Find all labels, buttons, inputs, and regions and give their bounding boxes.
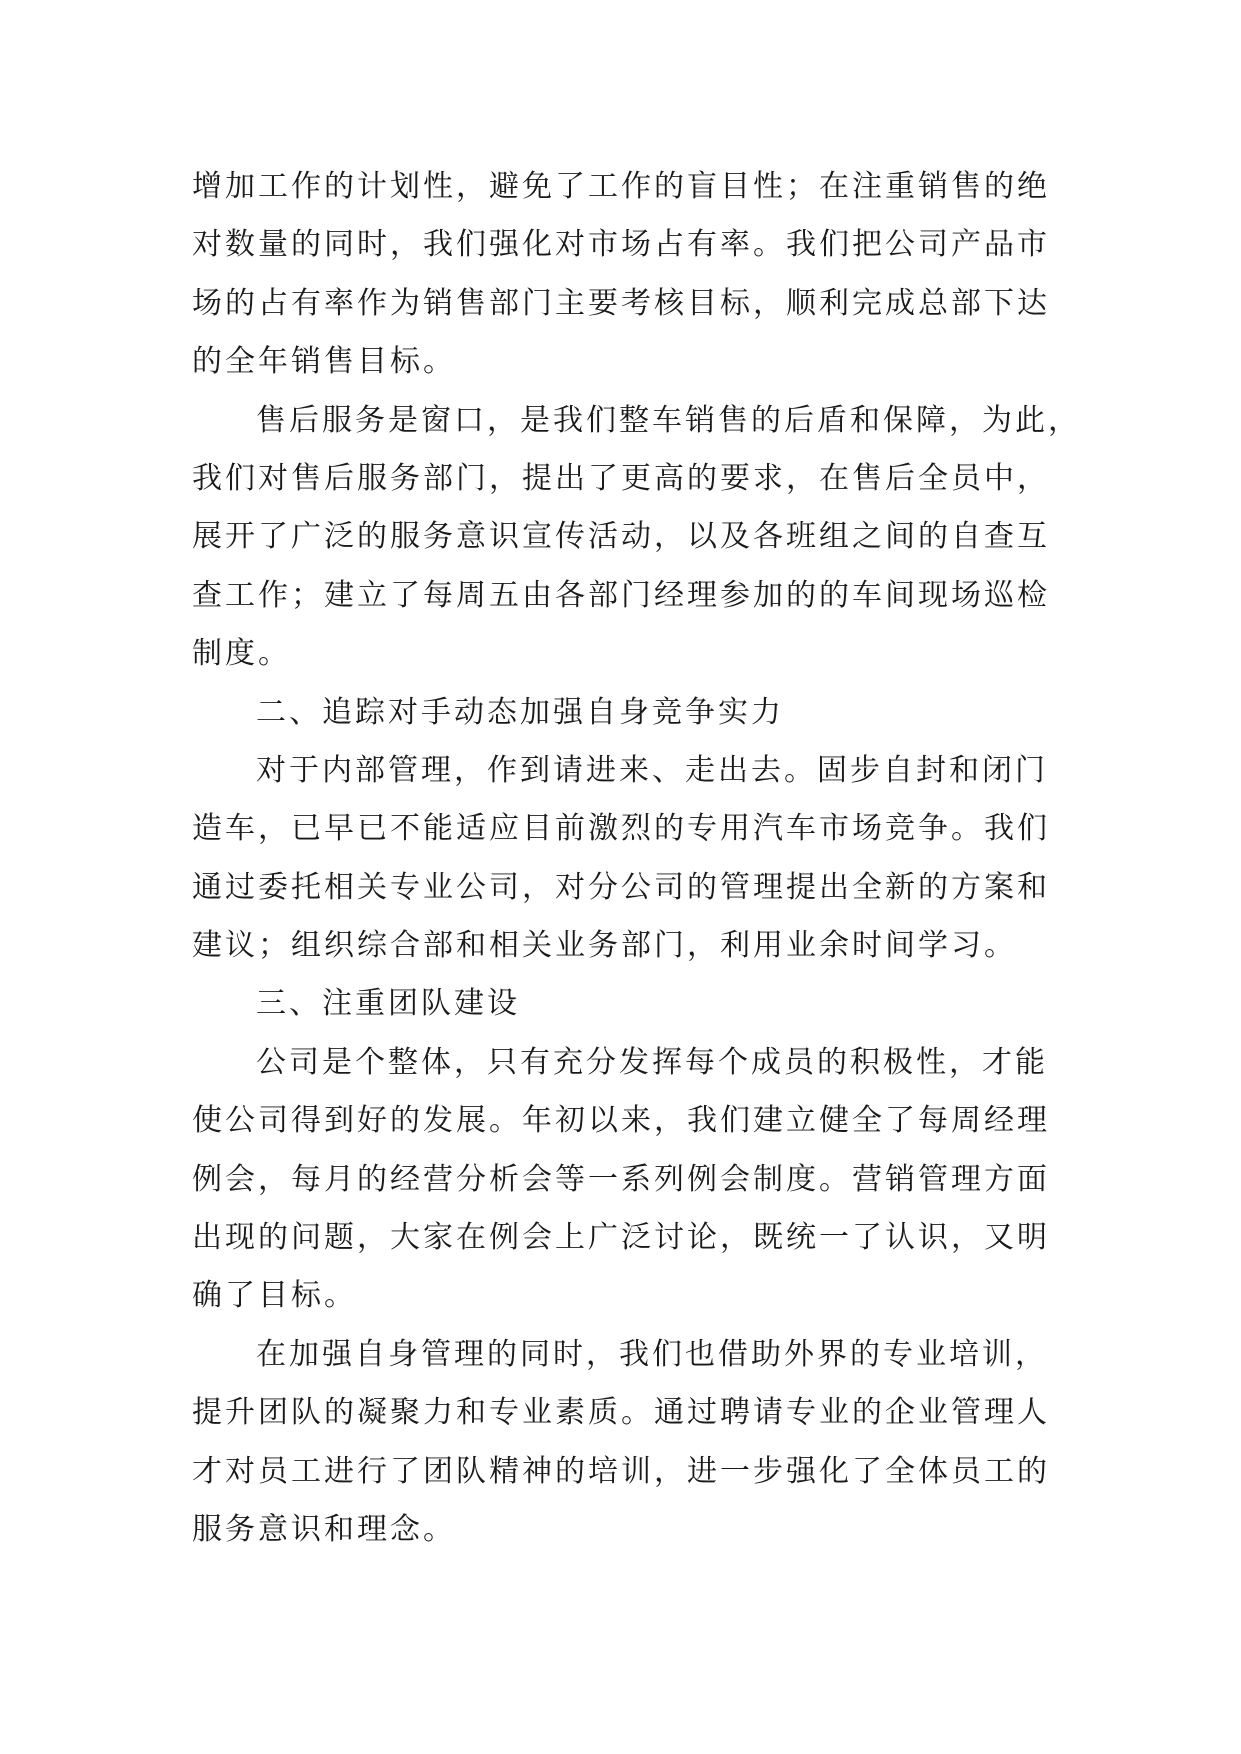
text-line: 通过委托相关专业公司，对分公司的管理提出全新的方案和 — [192, 869, 1050, 905]
text-line: 使公司得到好的发展。年初以来，我们建立健全了每周经理 — [192, 1103, 1050, 1139]
text-line: 在加强自身管理的同时，我们也借助外界的专业培训， — [256, 1336, 1048, 1372]
text-line: 查工作；建立了每周五由各部门经理参加的的车间现场巡检 — [192, 577, 1050, 613]
text-line: 服务意识和理念。 — [192, 1511, 456, 1547]
text-line: 公司是个整体，只有充分发挥每个成员的积极性，才能 — [256, 1044, 1048, 1080]
text-line: 例会，每月的经营分析会等一系列例会制度。营销管理方面 — [192, 1161, 1050, 1197]
text-line: 我们对售后服务部门，提出了更高的要求，在售后全员中， — [192, 460, 1050, 496]
text-line: 展开了广泛的服务意识宣传活动，以及各班组之间的自查互 — [192, 519, 1050, 555]
text-line: 售后服务是窗口，是我们整车销售的后盾和保障，为此， — [256, 402, 1081, 438]
text-line: 对数量的同时，我们强化对市场占有率。我们把公司产品市 — [192, 227, 1050, 263]
text-line: 出现的问题，大家在例会上广泛讨论，既统一了认识，又明 — [192, 1220, 1050, 1256]
text-line: 确了目标。 — [192, 1278, 357, 1314]
text-line: 才对员工进行了团队精神的培训，进一步强化了全体员工的 — [192, 1453, 1050, 1489]
text-line: 建议；组织综合部和相关业务部门，利用业余时间学习。 — [192, 928, 1017, 964]
document-body — [192, 158, 1081, 1559]
text-line: 制度。 — [192, 636, 291, 672]
text-line: 场的占有率作为销售部门主要考核目标，顺利完成总部下达 — [192, 285, 1050, 321]
text-line: 造车，已早已不能适应目前激烈的专用汽车市场竞争。我们 — [192, 811, 1050, 847]
text-line: 对于内部管理，作到请进来、走出去。固步自封和闭门 — [256, 752, 1048, 788]
text-line: 三、注重团队建设 — [256, 986, 520, 1022]
text-line: 二、追踪对手动态加强自身竞争实力 — [256, 694, 784, 730]
text-line: 增加工作的计划性，避免了工作的盲目性；在注重销售的绝 — [192, 169, 1050, 204]
text-line: 的全年销售目标。 — [192, 344, 456, 380]
text-line: 提升团队的凝聚力和专业素质。通过聘请专业的企业管理人 — [192, 1395, 1050, 1431]
